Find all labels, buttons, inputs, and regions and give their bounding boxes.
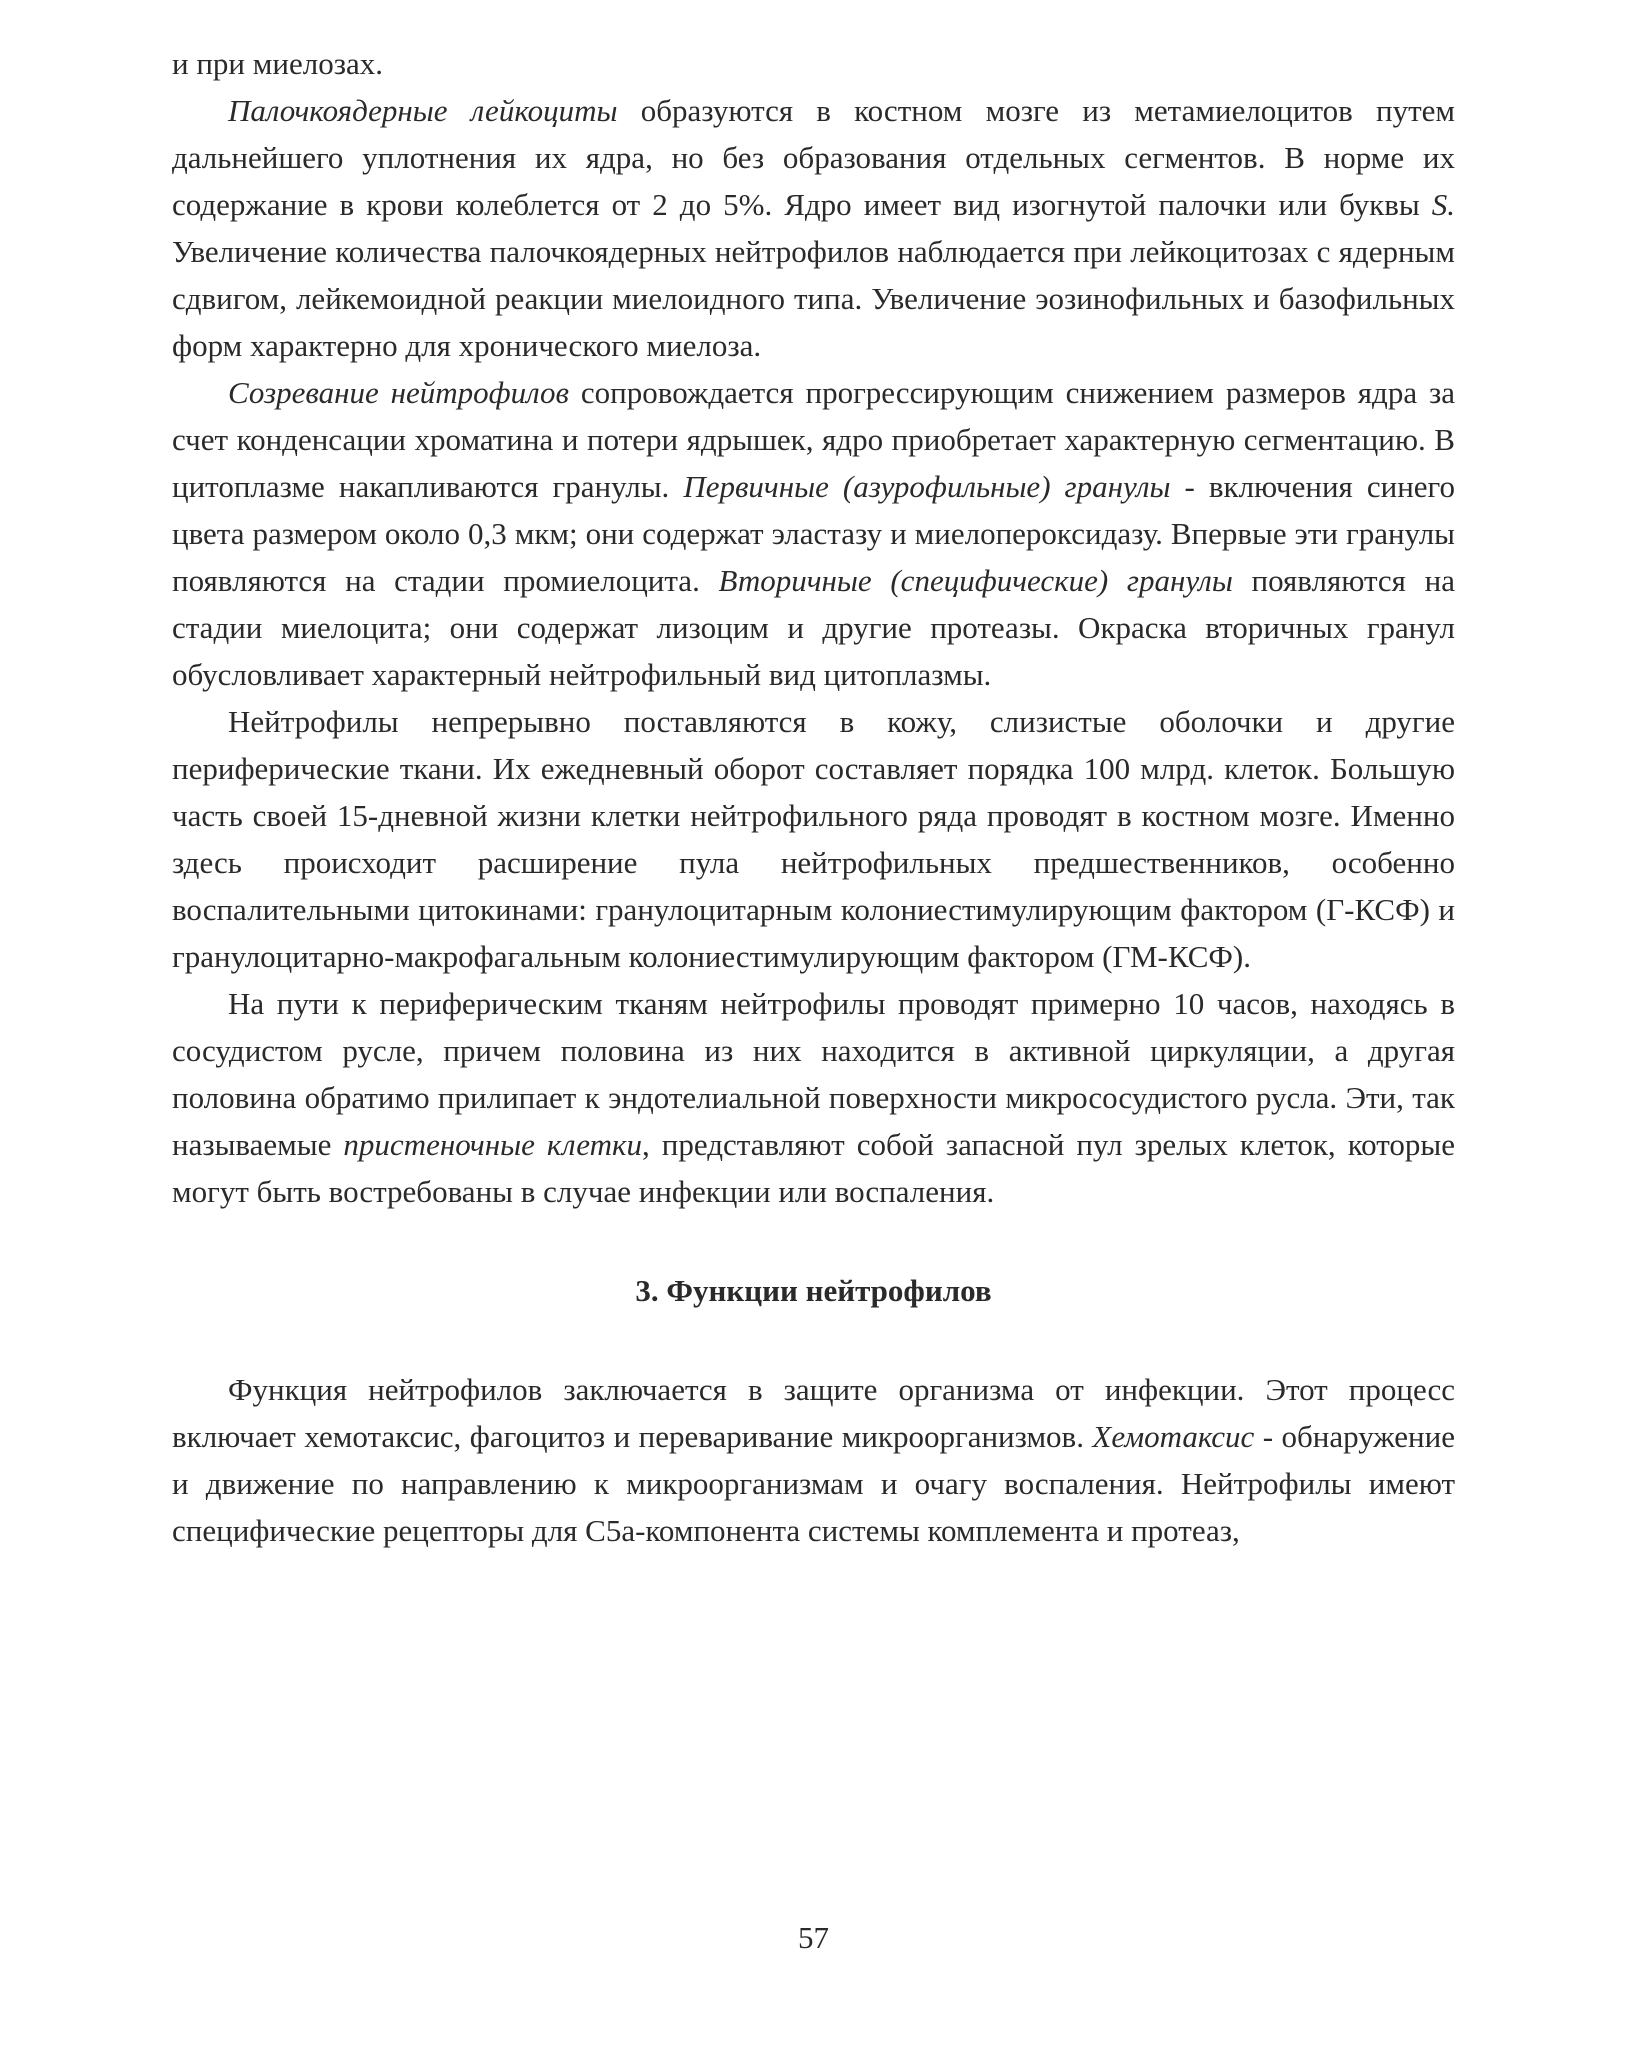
text-run: образуются в костном мозге из метамиелоцитов путем дальнейшего уплотнения их ядра, но без образования отдельных сегментов. В норме их содержание в крови колеблется от 2 до 5%. Ядро имеет вид изогнутой палочки или буквы bbox=[172, 93, 1456, 222]
page-number: 57 bbox=[798, 1920, 829, 1955]
italic-term: Созревание нейтрофилов bbox=[228, 375, 570, 410]
text-run: Функция нейтрофилов заключается в защите организма от инфекции. Этот процесс включает хемотаксис, фагоцитоз и переваривание микроорганизмов. bbox=[172, 1372, 1455, 1454]
paragraph-p1 bbox=[172, 87, 1455, 369]
document-page bbox=[172, 40, 1455, 2020]
text-run: и при миелозах. bbox=[172, 46, 383, 81]
body-text-after-heading bbox=[172, 1366, 1455, 1554]
text-run: Нейтрофилы непрерывно поставляются в кожу, слизистые оболочки и другие периферические ткани. Их ежедневный оборот составляет порядка 100 млрд. клеток. Большую часть своей 15-дневной жизни клетки нейтрофильного ряда проводят в костном мозге. Именно здесь происходит расширение пула нейтрофильных предшественников, особенно воспалительными цитокинами: гранулоцитарным колониестимулирующим фактором (Г-КСФ) и гранулоцитарно-макрофагальным колониестимулирующим фактором (ГМ-КСФ). bbox=[172, 704, 1455, 974]
paragraph-p2 bbox=[172, 369, 1455, 698]
paragraph-p5 bbox=[172, 1366, 1455, 1554]
paragraph-p0 bbox=[172, 40, 1455, 87]
paragraph-p3 bbox=[172, 698, 1455, 980]
italic-term: S. bbox=[1431, 187, 1455, 222]
text-run: - обнаружение и движение по направлению к микроорганизмам и очагу воспаления. Нейтрофилы имеют специфические рецепторы для С5а-компонента системы комплемента и протеаз, bbox=[172, 1419, 1455, 1548]
paragraph-p4 bbox=[172, 980, 1455, 1215]
italic-term: Хемотаксис bbox=[1092, 1419, 1255, 1454]
text-run: - включения синего цвета размером около 0,3 мкм; они содержат эластазу и миелопероксидазу. Впервые эти гранулы появляются на стадии промиелоцита. bbox=[172, 469, 1455, 598]
italic-term: пристеночные клетки bbox=[343, 1127, 643, 1162]
text-run: сопровождается прогрессирующим снижением размеров ядра за счет конденсации хроматина и потери ядрышек, ядро приобретает характерную сегментацию. В цитоплазме накапливаются гранулы. bbox=[172, 375, 1455, 504]
text-run: На пути к периферическим тканям нейтрофилы проводят примерно 10 часов, находясь в сосудистом русле, причем половина из них находится в активной циркуляции, а другая половина обратимо прилипает к эндотелиальной поверхности микрососудистого русла. Эти, так называемые bbox=[172, 986, 1455, 1162]
body-text-before-heading bbox=[172, 40, 1455, 1215]
italic-term: Палочкоядерные лейкоциты bbox=[228, 93, 618, 128]
section-heading: 3. Функции нейтрофилов bbox=[635, 1273, 992, 1308]
text-run: , представляют собой запасной пул зрелых клеток, которые могут быть востребованы в случае инфекции или воспаления. bbox=[172, 1127, 1455, 1209]
italic-term: Вторичные (специфические) гранулы bbox=[718, 563, 1233, 598]
text-run: Увеличение количества палочкоядерных нейтрофилов наблюдается при лейкоцитозах с ядерным сдвигом, лейкемоидной реакции миелоидного типа. Увеличение эозинофильных и базофильных форм характерно для хронического миелоза. bbox=[172, 234, 1455, 363]
italic-term: Первичные (азурофильные) гранулы bbox=[683, 469, 1171, 504]
text-run: появляются на стадии миелоцита; они содержат лизоцим и другие протеазы. Окраска вторичных гранул обусловливает характерный нейтрофильный вид цитоплазмы. bbox=[172, 563, 1455, 692]
